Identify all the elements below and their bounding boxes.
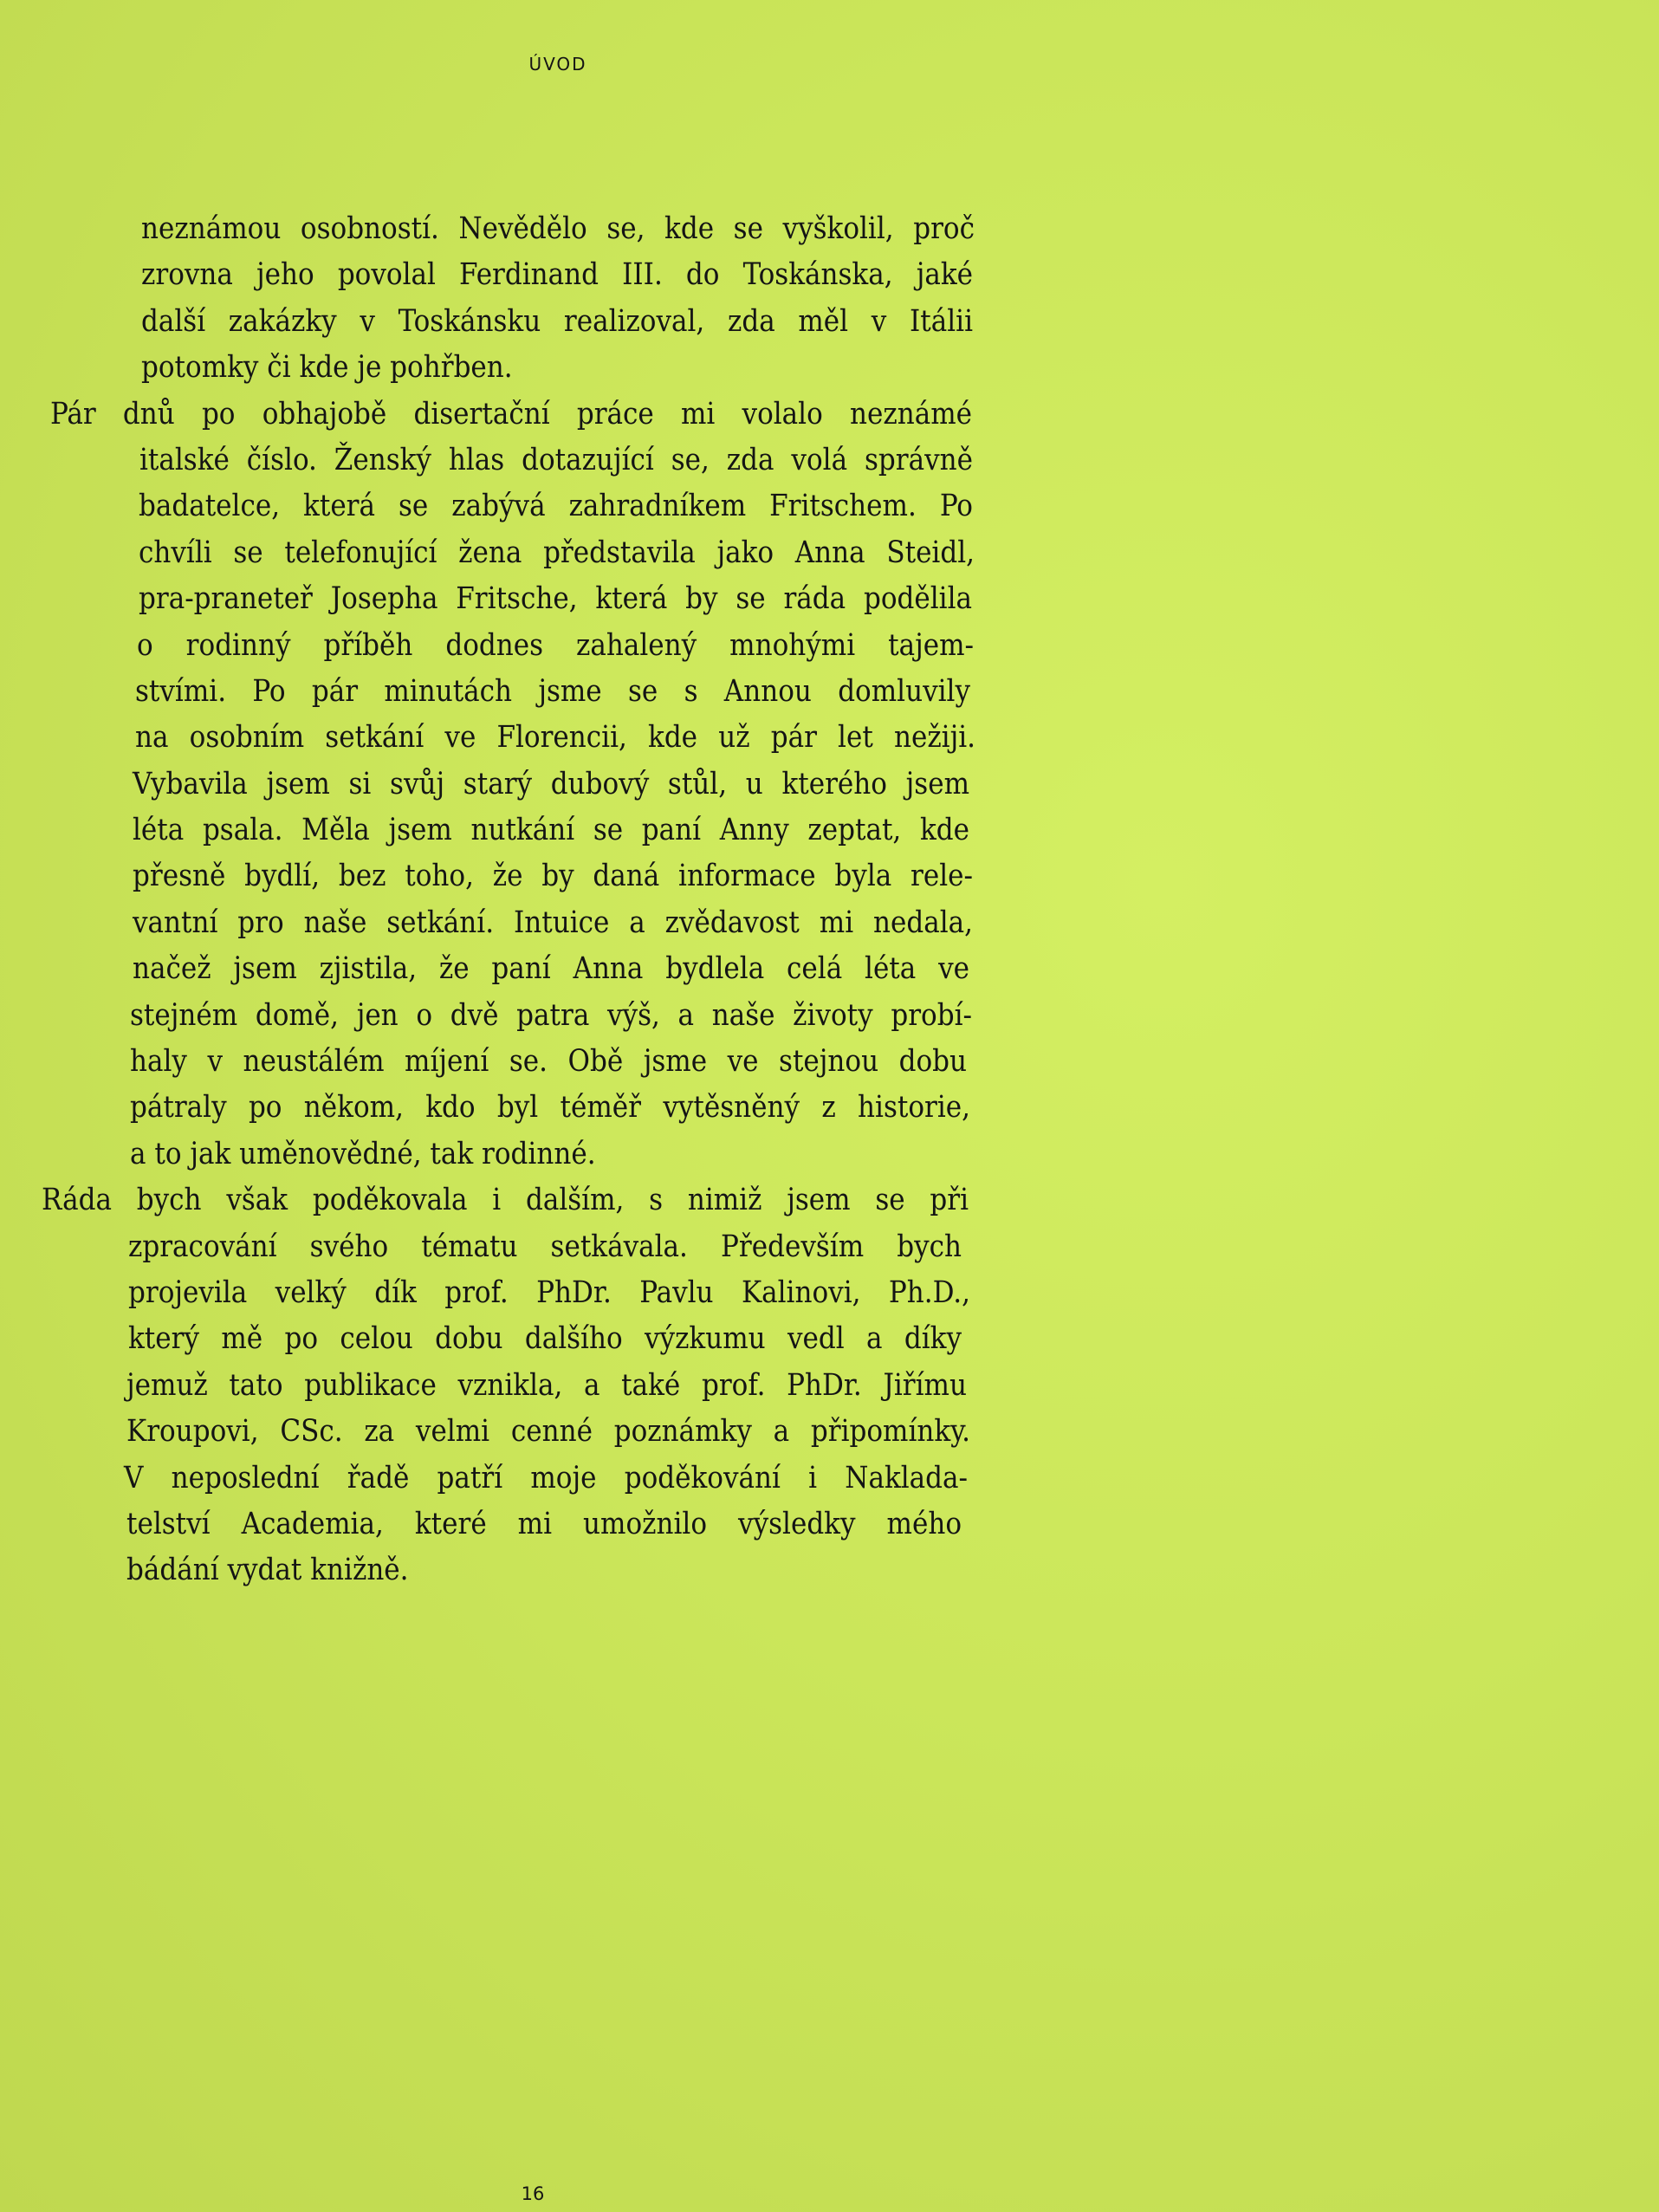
text-line: badatelce, která se zabývá zahradníkem Fritschem. Po — [139, 489, 973, 524]
text-line: zpracování svého tématu setkávala. Především bych — [128, 1229, 962, 1264]
text-line: italské číslo. Ženský hlas dotazující se, zda volá správně — [139, 442, 973, 477]
text-line: načež jsem zjistila, že paní Anna bydlela celá léta ve — [133, 951, 969, 987]
text-line: chvíli se telefonující žena představila jako Anna Steidl, — [139, 535, 975, 570]
text-line: zrovna jeho povolal Ferdinand III. do Toskánska, jaké — [141, 257, 973, 293]
text-line: stvími. Po pár minutách jsme se s Annou domluvily — [135, 673, 970, 709]
text-line: Vybavila jsem si svůj starý dubový stůl, u kterého jsem — [133, 766, 969, 801]
running-head: ÚVOD — [528, 54, 587, 75]
text-line: o rodinný příběh dodnes zahalený mnohými tajem- — [137, 627, 974, 663]
text-line: Kroupovi, CSc. za velmi cenné poznámky a připomínky. — [126, 1414, 970, 1450]
text-line: na osobním setkání ve Florencii, kde už pár let nežiji. — [135, 720, 975, 756]
text-line: pra-praneteř Josepha Fritsche, která by se ráda podělila — [139, 581, 972, 617]
text-line: Pár dnů po obhajobě disertační práce mi volalo neznámé — [50, 396, 972, 431]
text-line: V neposlední řadě patří moje poděkování i Naklada- — [124, 1460, 968, 1495]
text-line: pátraly po někom, kdo byl téměř vytěsněný z historie, — [130, 1090, 970, 1125]
text-line: a to jak uměnovědné, tak rodinné. — [130, 1136, 596, 1171]
text-line: vantní pro naše setkání. Intuice a zvědavost mi nedala, — [133, 905, 973, 940]
text-line: potomky či kde je pohřben. — [141, 350, 513, 386]
text-line: neznámou osobností. Nevědělo se, kde se vyškolil, proč — [141, 211, 975, 246]
text-line: stejném domě, jen o dvě patra výš, a naše životy probí- — [130, 997, 972, 1033]
text-line: který mě po celou dobu dalšího výzkumu vedl a díky — [128, 1321, 962, 1357]
text-line: telství Academia, které mi umožnilo výsledky mého — [126, 1506, 962, 1541]
page-number: 16 — [521, 2183, 545, 2204]
text-line: jemuž tato publikace vznikla, a také prof. PhDr. Jiřímu — [126, 1367, 967, 1403]
text-line: přesně bydlí, bez toho, že by daná informace byla rele- — [133, 859, 973, 894]
text-line: další zakázky v Toskánsku realizoval, zda měl v Itálii — [141, 303, 973, 339]
text-line: projevila velký dík prof. PhDr. Pavlu Kalinovi, Ph.D., — [128, 1275, 970, 1310]
body-text — [0, 206, 988, 1594]
text-line: haly v neustálém míjení se. Obě jsme ve stejnou dobu — [130, 1044, 967, 1080]
text-line: Ráda bych však poděkovala i dalším, s nimiž jsem se při — [42, 1183, 969, 1218]
text-line: léta psala. Měla jsem nutkání se paní Anny zeptat, kde — [133, 813, 969, 848]
text-line: bádání vydat knižně. — [126, 1553, 409, 1588]
